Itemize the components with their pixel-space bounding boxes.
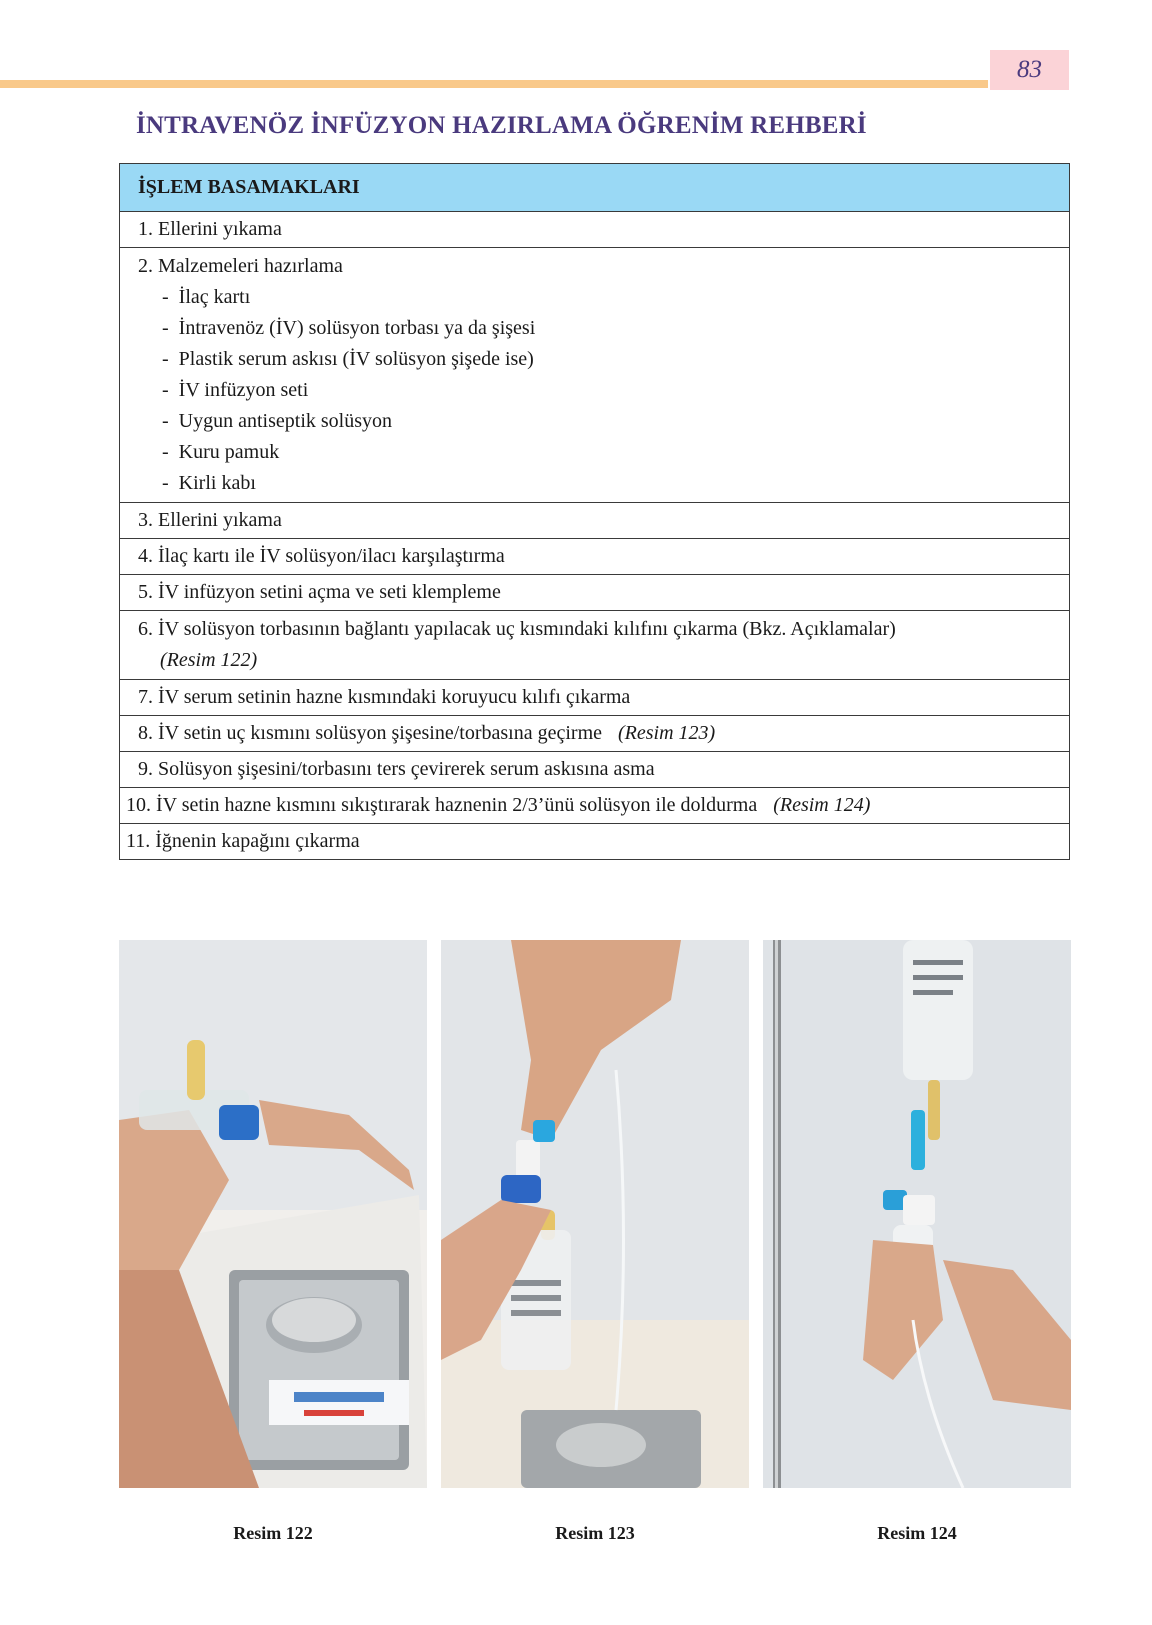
step-2: 2. Malzemeleri hazırlama — [138, 255, 343, 277]
figure-ref-122: (Resim 122) — [160, 649, 258, 671]
table-row — [120, 824, 1070, 860]
step-11: 11. İğnenin kapağını çıkarma — [120, 824, 1070, 860]
table-header: İŞLEM BASAMAKLARI — [120, 164, 1070, 212]
step-6: 6. İV solüsyon torbasının bağlantı yapılacak uç kısmındaki kılıfını çıkarma (Bkz. Açıklamalar) — [138, 618, 896, 640]
material-item: - Uygun antiseptik solüsyon — [138, 406, 1069, 437]
photo-iv-bag-cap-removal — [119, 940, 427, 1488]
top-rule — [0, 80, 988, 88]
table-row — [120, 716, 1070, 752]
caption-resim-124: Resim 124 — [877, 1523, 957, 1543]
figure-ref-124: (Resim 124) — [773, 794, 871, 816]
step-3: 3. Ellerini yıkama — [120, 503, 1070, 539]
step-8-cell — [120, 716, 1070, 752]
caption-resim-122: Resim 122 — [233, 1523, 313, 1543]
table-header-row — [120, 164, 1070, 212]
table-row — [120, 680, 1070, 716]
photo-iv-set-insertion — [441, 940, 749, 1488]
page-number: 83 — [1017, 56, 1042, 83]
steps-table — [119, 163, 1070, 860]
table-row — [120, 248, 1070, 503]
table-row — [120, 503, 1070, 539]
step-8: 8. İV setin uç kısmını solüsyon şişesine/torbasına geçirme — [138, 722, 603, 744]
material-item: - İntravenöz (İV) solüsyon torbası ya da şişesi — [138, 313, 1069, 344]
step-6-cell — [120, 611, 1070, 680]
step-10: 10. İV setin hazne kısmını sıkıştırarak haznenin 2/3’ünü solüsyon ile doldurma — [126, 794, 758, 816]
page-title: İNTRAVENÖZ İNFÜZYON HAZIRLAMA ÖĞRENİM REHBERİ — [136, 112, 867, 139]
material-item: - İlaç kartı — [138, 282, 1069, 313]
photo-resim-122 — [119, 940, 427, 1488]
table-row — [120, 575, 1070, 611]
table-row — [120, 539, 1070, 575]
material-item: - Kuru pamuk — [138, 437, 1069, 468]
step-1: 1. Ellerini yıkama — [120, 212, 1070, 248]
step-9: 9. Solüsyon şişesini/torbasını ters çevirerek serum askısına asma — [120, 752, 1070, 788]
photo-resim-123 — [441, 940, 749, 1488]
table-row — [120, 788, 1070, 824]
step-5: 5. İV infüzyon setini açma ve seti klempleme — [120, 575, 1070, 611]
photo-resim-124 — [763, 940, 1071, 1488]
photo-drip-chamber-fill — [763, 940, 1071, 1488]
step-10-cell — [120, 788, 1070, 824]
step-2-cell — [120, 248, 1070, 503]
figure-ref-123: (Resim 123) — [618, 722, 716, 744]
material-item: - Plastik serum askısı (İV solüsyon şişede ise) — [138, 344, 1069, 375]
table-row — [120, 611, 1070, 680]
caption-resim-123: Resim 123 — [555, 1523, 635, 1543]
step-4: 4. İlaç kartı ile İV solüsyon/ilacı karşılaştırma — [120, 539, 1070, 575]
step-7: 7. İV serum setinin hazne kısmındaki koruyucu kılıfı çıkarma — [120, 680, 1070, 716]
page-number-box — [990, 50, 1069, 90]
material-item: - İV infüzyon seti — [138, 375, 1069, 406]
table-row — [120, 752, 1070, 788]
material-item: - Kirli kabı — [138, 468, 1069, 499]
table-row — [120, 212, 1070, 248]
